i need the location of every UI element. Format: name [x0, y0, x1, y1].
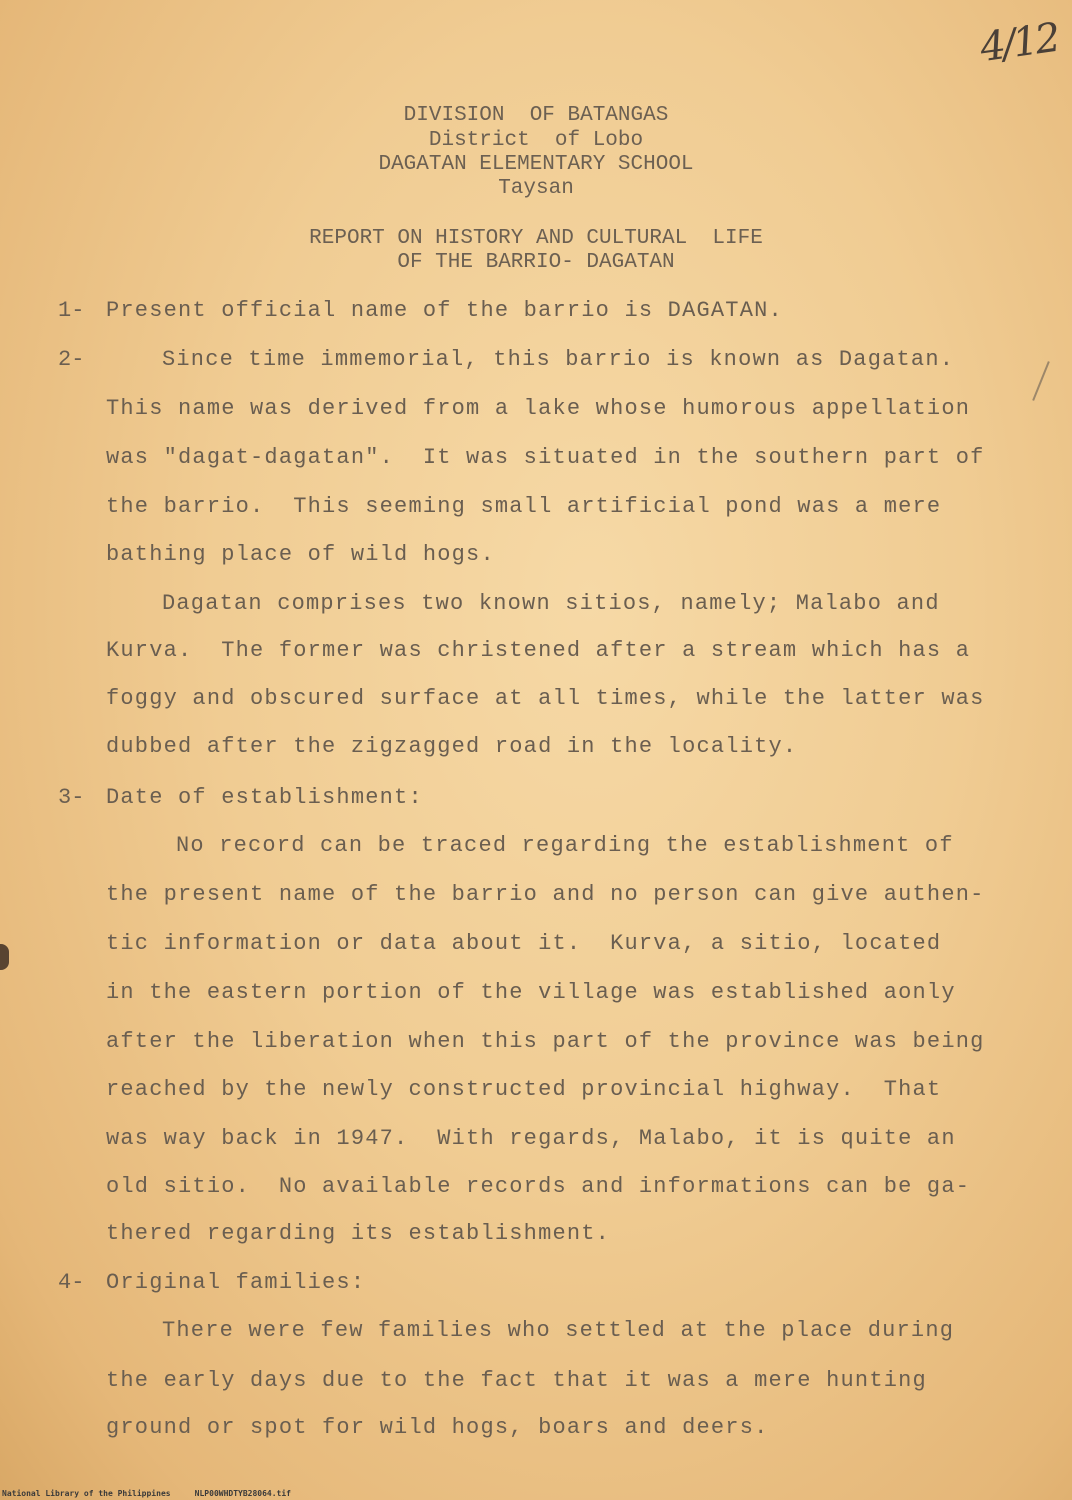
paragraph-line: foggy and obscured surface at all times, while the latter was [106, 686, 985, 711]
section-3-number: 3- [58, 785, 85, 810]
section-1-number: 1- [58, 298, 85, 323]
section-4-number: 4- [58, 1270, 85, 1295]
paragraph-line: There were few families who settled at the place during [162, 1318, 955, 1343]
header-district: District of Lobo [428, 129, 644, 152]
section-2-number: 2- [58, 347, 85, 372]
paragraph-line: This name was derived from a lake whose humorous appellation [106, 396, 971, 421]
header-school: DAGATAN ELEMENTARY SCHOOL [378, 153, 694, 176]
report-title-line1: REPORT ON HISTORY AND CULTURAL LIFE [309, 227, 763, 250]
section-4-heading: Original families: [106, 1270, 366, 1295]
paragraph-line: the early days due to the fact that it was a mere hunting [106, 1368, 927, 1393]
ink-blot [0, 944, 9, 970]
paragraph-line: Since time immemorial, this barrio is known as Dagatan. [162, 347, 955, 372]
paragraph-line: Dagatan comprises two known sitios, namely; Malabo and [162, 591, 940, 616]
paragraph-line: the barrio. This seeming small artificial pond was a mere [106, 494, 942, 519]
paragraph-line: reached by the newly constructed provincial highway. That [106, 1077, 942, 1102]
margin-pencil-mark [1032, 361, 1050, 401]
paragraph-line: was way back in 1947. With regards, Malabo, it is quite an [106, 1126, 956, 1151]
paragraph-line: tic information or data about it. Kurva, a sitio, located [106, 931, 942, 956]
paragraph-line: ground or spot for wild hogs, boars and deers. [106, 1415, 769, 1440]
paragraph-line: dubbed after the zigzagged road in the locality. [106, 734, 798, 759]
archive-footer [2, 1489, 291, 1498]
paragraph-line: Kurva. The former was christened after a stream which has a [106, 638, 971, 663]
paragraph-line: after the liberation when this part of the province was being [106, 1029, 985, 1054]
report-title-line2: OF THE BARRIO- DAGATAN [397, 251, 675, 274]
section-3-heading: Date of establishment: [106, 785, 423, 810]
header-division: DIVISION OF BATANGAS [403, 104, 669, 127]
header-town: Taysan [498, 177, 574, 200]
section-1-text: Present official name of the barrio is DAGATAN. [106, 298, 783, 323]
paragraph-line: No record can be traced regarding the establishment of [176, 833, 954, 858]
handwritten-page-number: 4/12 [977, 14, 1061, 72]
paragraph-line: bathing place of wild hogs. [106, 542, 495, 567]
paragraph-line: thered regarding its establishment. [106, 1221, 611, 1246]
footer-file-id: NLP00WHDTYB28064.tif [194, 1489, 291, 1498]
paragraph-line: in the eastern portion of the village was established aonly [106, 980, 956, 1005]
paragraph-line: the present name of the barrio and no person can give authen- [106, 882, 985, 907]
footer-library: National Library of the Philippines [2, 1489, 171, 1498]
paragraph-line: was "dagat-dagatan". It was situated in the southern part of [106, 445, 985, 470]
paragraph-line: old sitio. No available records and informations can be ga- [106, 1174, 971, 1199]
